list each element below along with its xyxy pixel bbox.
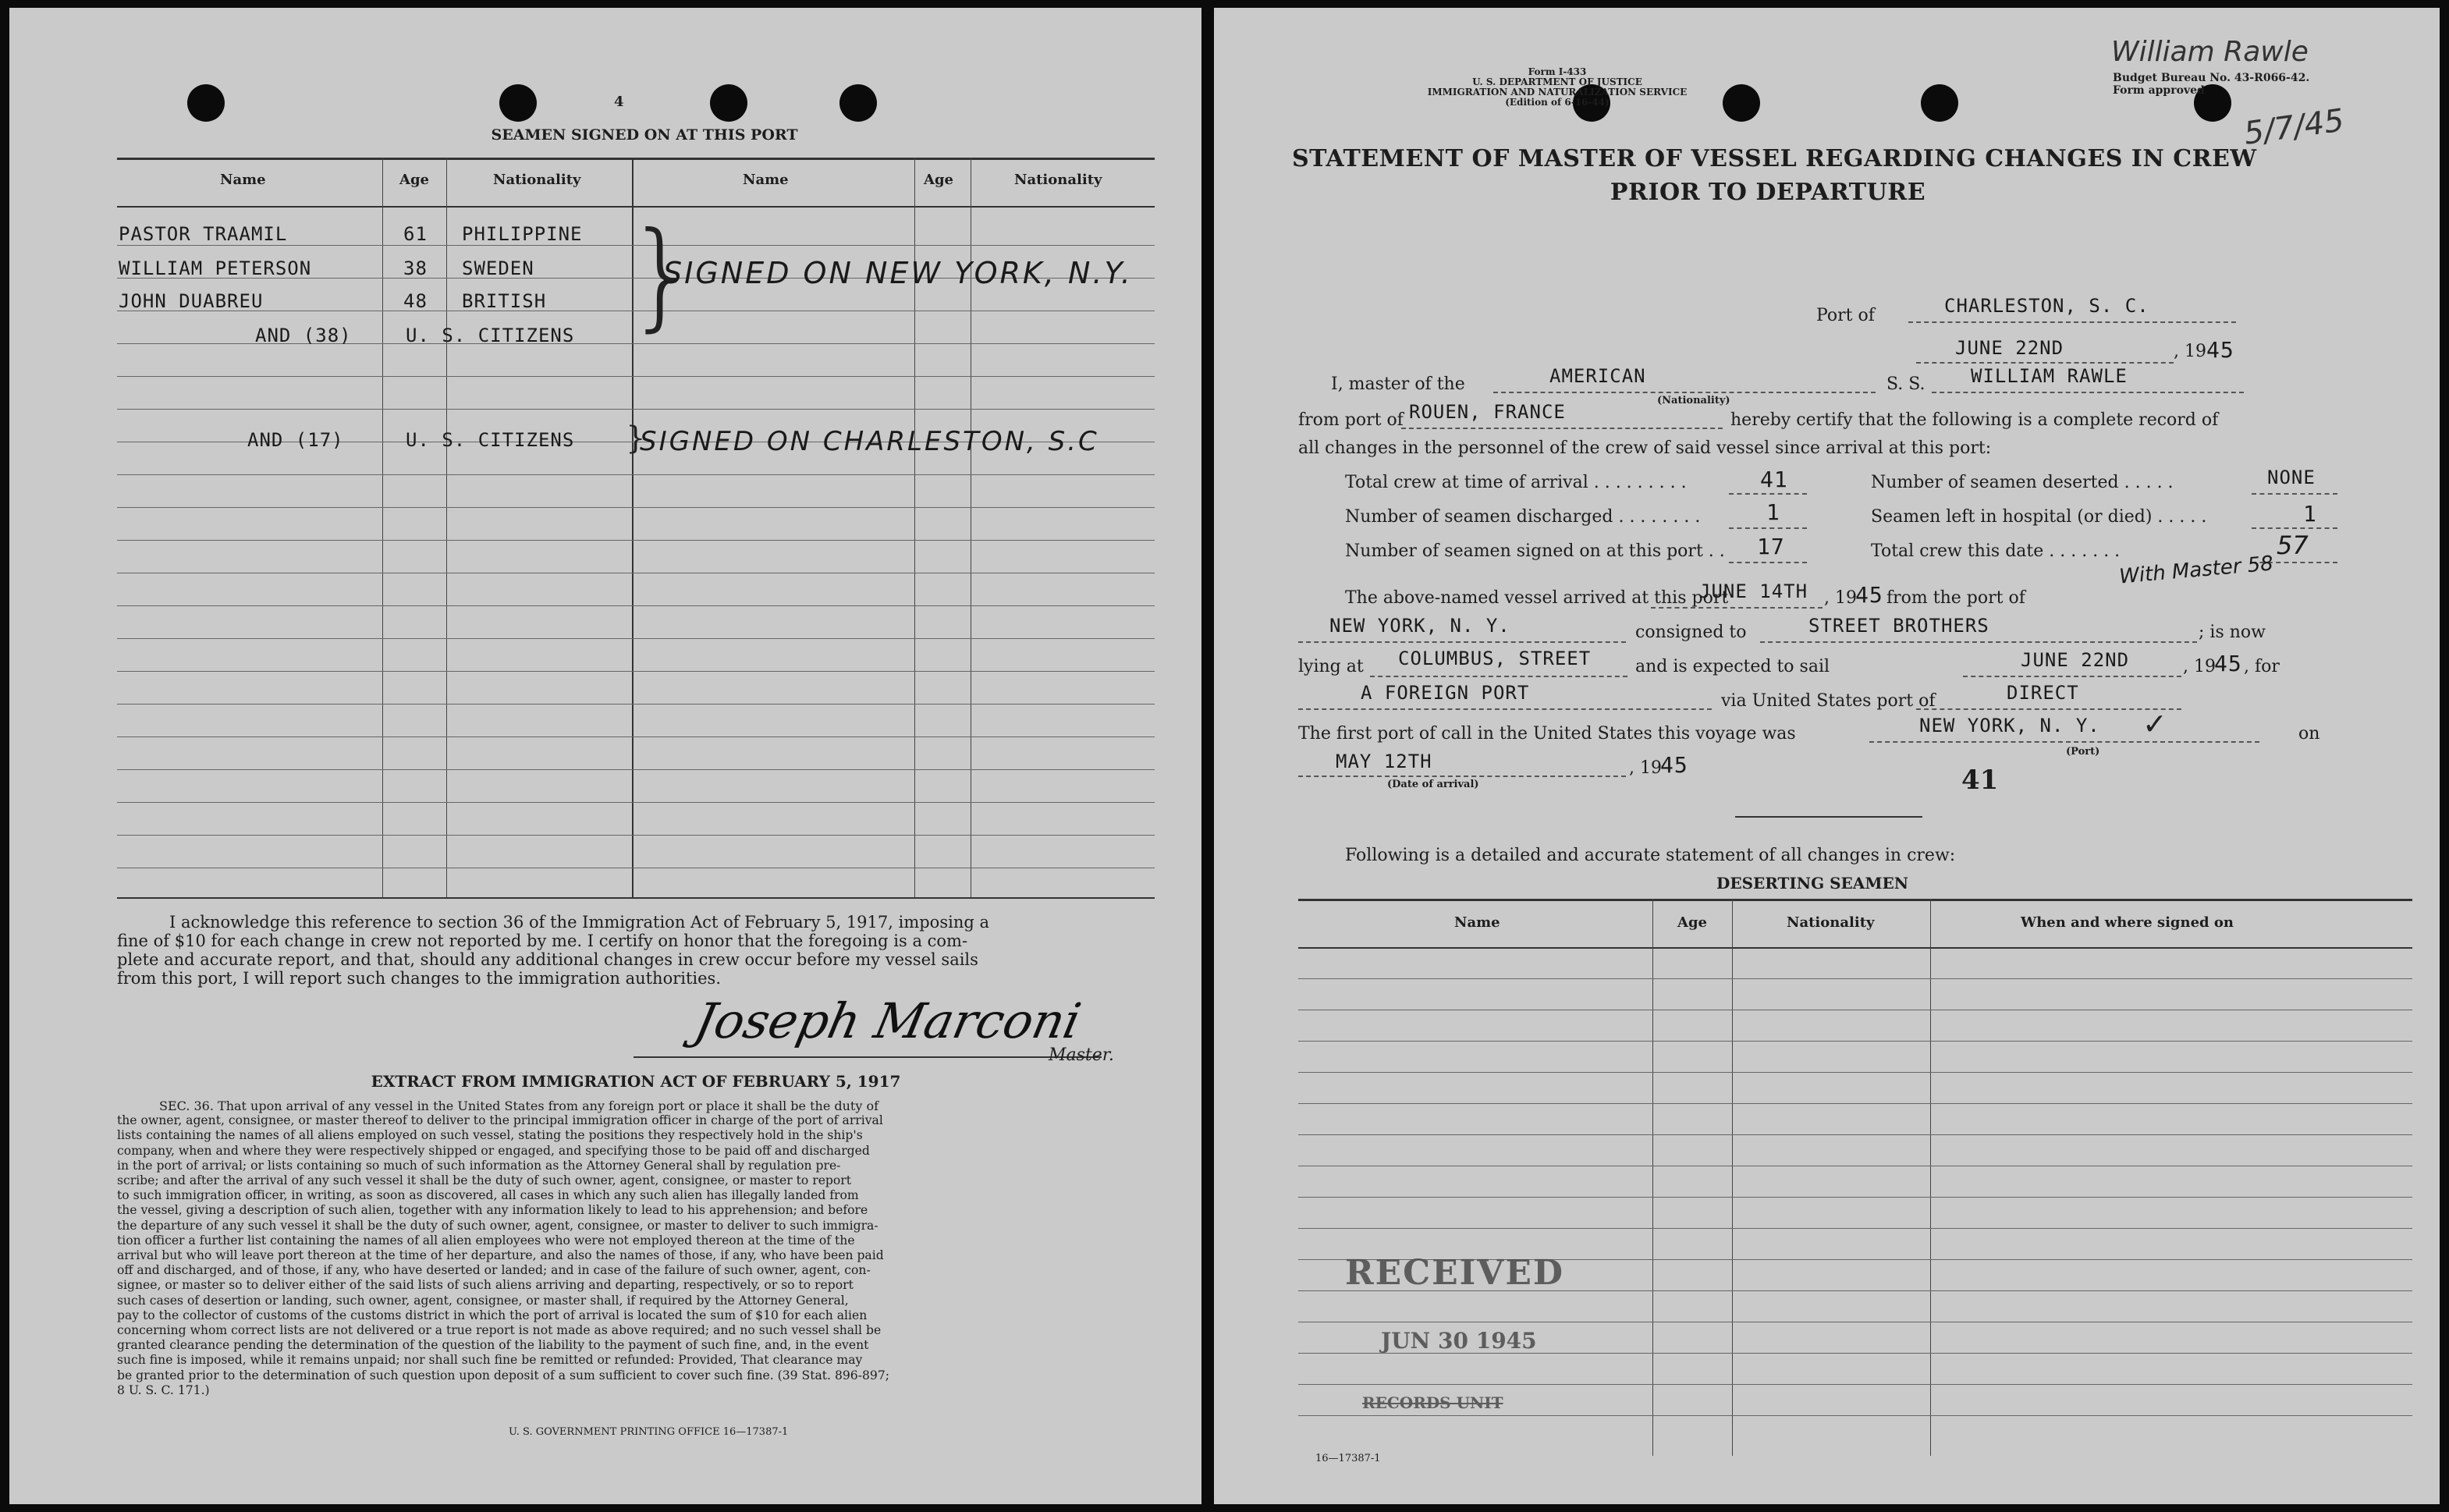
port-caption: (Port) bbox=[2066, 746, 2100, 758]
report-date: JUNE 22ND bbox=[1955, 337, 2064, 359]
crew-nationality: SWEDEN bbox=[462, 257, 534, 279]
on-label: on bbox=[2298, 724, 2320, 744]
row-rule bbox=[1298, 1384, 2412, 1385]
page-number: 4 bbox=[614, 94, 624, 110]
crew-nationality: BRITISH bbox=[462, 290, 547, 312]
signed-on-value: 17 bbox=[1757, 534, 1785, 559]
crew-nationality: PHILIPPINE bbox=[462, 223, 583, 245]
total-arrival-value: 41 bbox=[1760, 467, 1788, 492]
from-port-label: from port of bbox=[1298, 410, 1404, 430]
handwritten-date: 5/7/45 bbox=[2241, 102, 2347, 152]
handwritten-note: SIGNED ON NEW YORK, N.Y. bbox=[663, 256, 1133, 290]
hospital-label: Seamen left in hospital (or died) . . . . . bbox=[1871, 507, 2207, 527]
first-port-value: NEW YORK, N. Y. bbox=[1919, 715, 2100, 736]
punch-hole bbox=[499, 84, 537, 122]
ss-label: S. S. bbox=[1886, 374, 1925, 394]
row-rule bbox=[117, 835, 1155, 836]
arrival-year: 45 bbox=[1660, 752, 1688, 778]
extract-line: the owner, agent, consignee, or master thereof to deliver to the principal immigration officer in charge of the port of arrival bbox=[117, 1113, 883, 1128]
sail-year: 45 bbox=[2214, 651, 2242, 676]
punch-hole bbox=[839, 84, 877, 122]
extract-line: to such immigration officer, in writing, as soon as discovered, all cases in which any such alien has illegally landed from bbox=[117, 1188, 859, 1203]
ack-line: fine of $10 for each change in crew not reported by me. I certify on honor that the foregoing is a com- bbox=[117, 932, 968, 950]
from-port-value: ROUEN, FRANCE bbox=[1409, 401, 1566, 423]
extract-line: the departure of any such vessel it shall be the duty of such owner, agent, consignee, or master to deliver to such immigra- bbox=[117, 1218, 878, 1233]
port-value: CHARLESTON, S. C. bbox=[1944, 295, 2149, 317]
section-title: SEAMEN SIGNED ON AT THIS PORT bbox=[491, 126, 798, 144]
row-rule bbox=[1298, 1041, 2412, 1042]
row-rule bbox=[117, 802, 1155, 803]
form-title: STATEMENT OF MASTER OF VESSEL REGARDING CHANGES IN CREW PRIOR TO DEPARTURE bbox=[1292, 145, 2257, 206]
left-page bbox=[9, 8, 1201, 1504]
crew-age: 38 bbox=[403, 257, 428, 279]
lying-at-value: COLUMBUS, STREET bbox=[1398, 648, 1592, 669]
brace-icon: } bbox=[626, 421, 646, 456]
row-rule bbox=[117, 671, 1155, 672]
from-port-of-label: from the port of bbox=[1886, 588, 2025, 608]
port-label: Port of bbox=[1816, 306, 1875, 325]
records-unit-stamp: RECORDS UNIT bbox=[1362, 1393, 1503, 1412]
extract-line: scribe; and after the arrival of any such vessel it shall be the duty of such owner, agent, consignee, or master to report bbox=[117, 1173, 852, 1187]
report-year: 45 bbox=[2206, 337, 2234, 363]
master-of-label: I, master of the bbox=[1331, 374, 1465, 394]
row-rule bbox=[117, 769, 1155, 770]
punch-hole bbox=[710, 84, 747, 122]
row-rule bbox=[1298, 1228, 2412, 1229]
extract-line: such cases of desertion or landing, such owner, agent, consignee, or master shall, if required by the Attorney General, bbox=[117, 1293, 849, 1308]
col-header-name: Name bbox=[220, 172, 266, 188]
first-port-label: The first port of call in the United States this voyage was bbox=[1298, 724, 1796, 744]
deserted-value: NONE bbox=[2267, 467, 2316, 488]
with-master-note: With Master 58 bbox=[2118, 552, 2274, 589]
extract-line: granted clearance pending the determination of the question of the liability to the payment of such fine, and, in the event bbox=[117, 1338, 869, 1353]
ack-line: plete and accurate report, and that, should any additional changes in crew occur before my vessel sails bbox=[117, 950, 978, 969]
received-stamp-date: JUN 30 1945 bbox=[1381, 1328, 1537, 1354]
row-rule bbox=[117, 376, 1155, 377]
consignee: STREET BROTHERS bbox=[1808, 615, 1989, 637]
extract-line: in the port of arrival; or lists containing so much of such information as the Attorney General shall by regulation pre- bbox=[117, 1158, 841, 1173]
group-citizenship: U. S. CITIZENS bbox=[406, 429, 575, 451]
extract-line: lists containing the names of all aliens employed on such vessel, stating the positions they respectively hold in the ship's bbox=[117, 1128, 863, 1143]
total-today-label: Total crew this date . . . . . . . bbox=[1871, 541, 2121, 561]
is-now-label: ; is now bbox=[2199, 623, 2266, 642]
arrived-year: 45 bbox=[1855, 582, 1883, 608]
ack-line: I acknowledge this reference to section 36 of the Immigration Act of February 5, 1917, imposing a bbox=[169, 913, 989, 932]
arrived-date: JUNE 14TH bbox=[1699, 580, 1808, 602]
col-header-nationality-2: Nationality bbox=[1014, 172, 1102, 188]
row-rule bbox=[117, 704, 1155, 705]
row-rule bbox=[1298, 1197, 2412, 1198]
brace-icon: } bbox=[626, 208, 701, 343]
deserting-header-nationality: Nationality bbox=[1787, 914, 1875, 931]
row-rule bbox=[117, 638, 1155, 639]
hospital-value: 1 bbox=[2303, 501, 2317, 527]
extract-line: SEC. 36. That upon arrival of any vessel in the United States from any foreign port or place it shall be the duty of bbox=[159, 1099, 879, 1113]
punch-hole bbox=[187, 84, 225, 122]
via-label: via United States port of bbox=[1721, 691, 1936, 711]
extract-line: pay to the collector of customs of the customs district in which the port of arrival is located the sum of $10 for each alien bbox=[117, 1308, 868, 1322]
vessel-name: WILLIAM RAWLE bbox=[1971, 365, 2128, 387]
all-changes-text: all changes in the personnel of the crew of said vessel since arrival at this port: bbox=[1298, 438, 1992, 458]
row-rule bbox=[117, 540, 1155, 541]
check-mark-icon: ✓ bbox=[2142, 707, 2167, 741]
col-header-age: Age bbox=[399, 172, 430, 188]
arrival-date: MAY 12TH bbox=[1336, 751, 1432, 772]
ack-line: from this port, I will report such changes to the immigration authorities. bbox=[117, 969, 722, 988]
sail-date: JUNE 22ND bbox=[2021, 649, 2130, 671]
crew-age: 48 bbox=[403, 290, 428, 312]
printing-office: U. S. GOVERNMENT PRINTING OFFICE 16—17387-1 bbox=[509, 1426, 789, 1438]
crew-name: WILLIAM PETERSON bbox=[119, 257, 312, 279]
deserting-header-name: Name bbox=[1454, 914, 1500, 931]
row-rule bbox=[117, 507, 1155, 508]
table-top-rule bbox=[117, 158, 1155, 160]
deserted-label: Number of seamen deserted . . . . . bbox=[1871, 473, 2174, 492]
row-rule bbox=[1298, 1103, 2412, 1104]
total-arrival-label: Total crew at time of arrival . . . . . . . . . bbox=[1345, 473, 1687, 492]
discharged-label: Number of seamen discharged . . . . . . . . bbox=[1345, 507, 1701, 527]
form-id: Form I-433 U. S. DEPARTMENT OF JUSTICE IMMIGRATION AND NATURALIZATION SERVICE (Edition of 6-16-44) bbox=[1427, 66, 1688, 108]
row-rule bbox=[117, 736, 1155, 737]
handwritten-vessel-name: William Rawle bbox=[2111, 36, 2309, 68]
master-label: Master. bbox=[1049, 1045, 1114, 1065]
total-today-value: 57 bbox=[2277, 531, 2309, 560]
certify-text: hereby certify that the following is a complete record of bbox=[1730, 410, 2219, 430]
table-bottom-rule bbox=[117, 897, 1155, 899]
crew-age: 61 bbox=[403, 223, 428, 245]
row-rule bbox=[1298, 1415, 2412, 1416]
discharged-value: 1 bbox=[1766, 499, 1780, 525]
form-number: 16—17387-1 bbox=[1315, 1453, 1381, 1464]
row-rule bbox=[117, 409, 1155, 410]
extract-line: concerning whom correct lists are not delivered or a true report is not made as above required; and no such vessel shall be bbox=[117, 1323, 882, 1337]
year-prefix: , 19 bbox=[1629, 758, 1662, 778]
year-prefix: , 19 bbox=[1824, 588, 1857, 608]
deserting-header-when-where: When and where signed on bbox=[2021, 914, 2234, 931]
nationality-caption: (Nationality) bbox=[1657, 395, 1730, 406]
extract-line: be granted prior to the determination of such question upon deposit of a sum sufficient to cover such fine. (39 Stat. 896-897; bbox=[117, 1368, 890, 1382]
extract-line: the vessel, giving a description of such alien, together with any information likely to lead to his apprehension; and before bbox=[117, 1203, 868, 1218]
arrived-from: NEW YORK, N. Y. bbox=[1329, 615, 1510, 637]
row-rule bbox=[1298, 1134, 2412, 1135]
deserting-header-age: Age bbox=[1677, 914, 1708, 931]
extract-title: EXTRACT FROM IMMIGRATION ACT OF FEBRUARY 5, 1917 bbox=[371, 1072, 901, 1091]
group-count: AND (17) bbox=[247, 429, 344, 451]
budget-bureau: Budget Bureau No. 43-R066-42. Form approved bbox=[2113, 72, 2310, 97]
master-signature: Joseph Marconi bbox=[690, 992, 1086, 1049]
via-port: DIRECT bbox=[2007, 682, 2079, 704]
row-rule bbox=[1298, 978, 2412, 979]
extract-line: tion officer a further list containing the names of all alien employees who were not employed thereon at the time of the bbox=[117, 1233, 855, 1248]
row-rule bbox=[117, 474, 1155, 475]
vessel-nationality: AMERICAN bbox=[1549, 365, 1646, 387]
deserting-title: DESERTING SEAMEN bbox=[1716, 874, 1908, 893]
col-header-nationality: Nationality bbox=[493, 172, 581, 188]
destination: A FOREIGN PORT bbox=[1361, 682, 1530, 704]
group-citizenship: U. S. CITIZENS bbox=[406, 325, 575, 346]
arrived-label: The above-named vessel arrived at this port bbox=[1345, 588, 1729, 608]
stamped-number: 41 bbox=[1961, 765, 1999, 796]
row-rule bbox=[1298, 1072, 2412, 1073]
date-caption: (Date of arrival) bbox=[1387, 779, 1479, 790]
following-text: Following is a detailed and accurate statement of all changes in crew: bbox=[1345, 846, 1956, 865]
extract-line: arrival but who will leave port thereon at the time of her departure, and also the names of those, if any, who have been paid bbox=[117, 1248, 884, 1262]
right-page bbox=[1214, 8, 2440, 1504]
crew-name: PASTOR TRAAMIL bbox=[119, 223, 288, 245]
extract-line: signee, or master so to deliver either of the said lists of such aliens arriving and departing, respectively, or so to report bbox=[117, 1278, 854, 1293]
lying-at-label: lying at bbox=[1298, 657, 1364, 676]
extract-line: off and discharged, and of those, if any, who have deserted or landed; and in case of the failure of such owner, agent, con- bbox=[117, 1263, 871, 1278]
punch-hole bbox=[1921, 84, 1958, 122]
col-header-name-2: Name bbox=[743, 172, 789, 188]
signed-on-label: Number of seamen signed on at this port . . bbox=[1345, 541, 1725, 561]
extract-line: 8 U. S. C. 171.) bbox=[117, 1382, 210, 1397]
group-count: AND (38) bbox=[255, 325, 352, 346]
extract-line: company, when and where they were respectively shipped or engaged, and specifying those to be paid off and discharged bbox=[117, 1143, 870, 1158]
year-prefix: , 19 bbox=[2174, 342, 2206, 361]
received-stamp: RECEIVED bbox=[1345, 1253, 1565, 1293]
row-rule bbox=[117, 605, 1155, 606]
crew-name: JOHN DUABREU bbox=[119, 290, 264, 312]
expected-label: and is expected to sail bbox=[1635, 657, 1830, 676]
extract-line: such fine is imposed, while it remains unpaid; nor shall such fine be remitted or refunded: Provided, That clearance may bbox=[117, 1353, 863, 1368]
handwritten-note: SIGNED ON CHARLESTON, S.C bbox=[640, 426, 1099, 457]
for-label: , for bbox=[2244, 657, 2280, 676]
year-prefix: , 19 bbox=[2183, 657, 2216, 676]
consigned-label: consigned to bbox=[1635, 623, 1747, 642]
col-header-age-2: Age bbox=[924, 172, 954, 188]
